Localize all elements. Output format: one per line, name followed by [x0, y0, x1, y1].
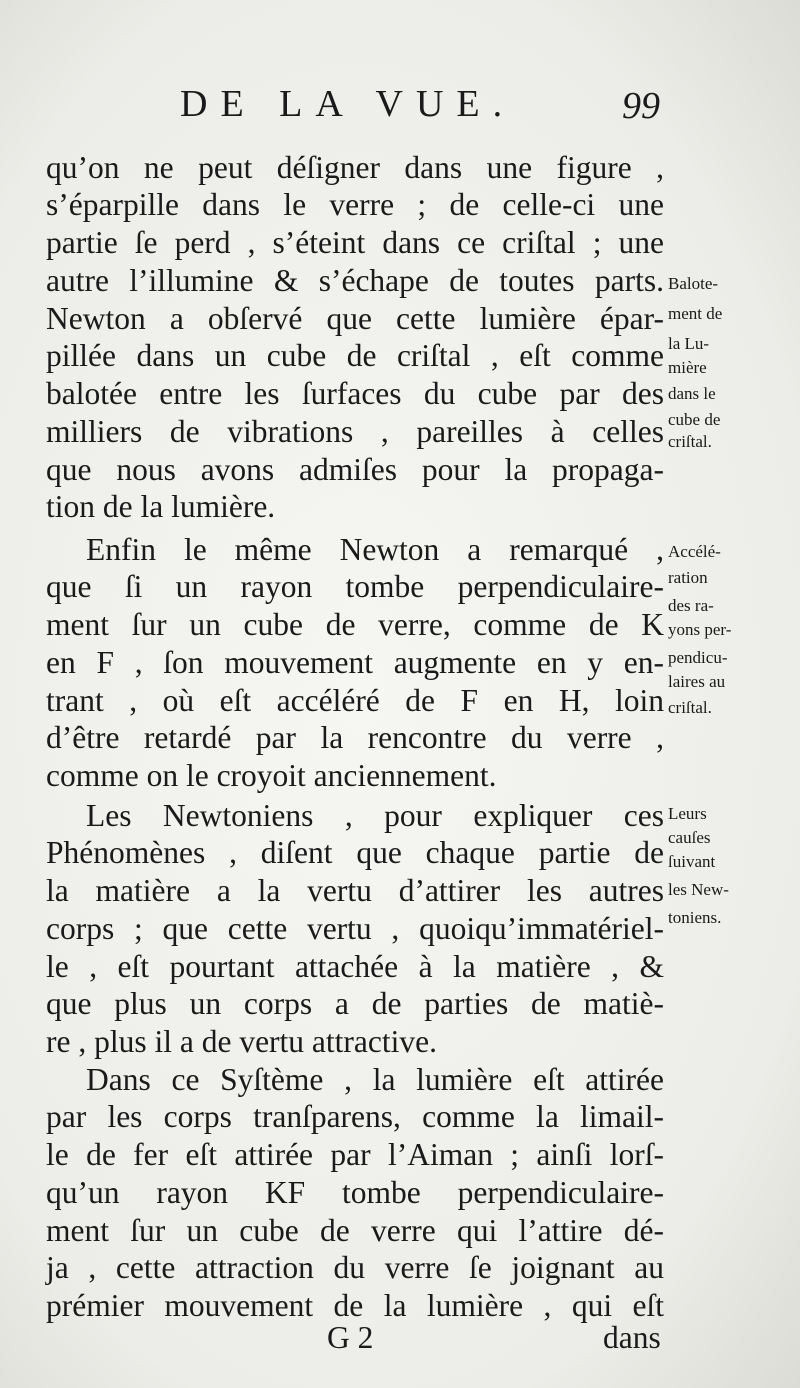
margin-note-line: yons per-	[668, 620, 732, 639]
page-footer	[0, 1320, 800, 1360]
margin-note-line: Balote-	[668, 274, 719, 293]
margin-note-line: ration	[668, 568, 708, 587]
body-line: Newton a obſervé que cette lumière épar-	[46, 301, 664, 336]
page-number: 99	[622, 85, 660, 127]
body-line: par les corps tranſparens, comme la limail-	[46, 1099, 664, 1134]
body-line: Dans ce Syſtème , la lumière eſt attirée	[86, 1062, 664, 1097]
body-line: la matière a la vertu d’attirer les autres	[46, 873, 664, 908]
body-line: Enfin le même Newton a remarqué ,	[86, 532, 664, 567]
margin-note-line: ment de	[668, 304, 723, 323]
margin-note-line: cauſes	[668, 828, 711, 847]
body-line: partie ſe perd , s’éteint dans ce criſtal ; une	[46, 225, 664, 260]
body-line: qu’un rayon KF tombe perpendiculaire-	[46, 1175, 664, 1210]
body-line: Phénomènes , diſent que chaque partie de	[46, 835, 664, 870]
margin-note-line: ſuivant	[668, 852, 716, 871]
body-line: que plus un corps a de parties de matiè-	[46, 986, 664, 1021]
body-line: ment ſur un cube de verre, comme de K	[46, 607, 664, 642]
body-line: que nous avons admiſes pour la propaga-	[46, 452, 664, 487]
margin-note-line: mière	[668, 358, 707, 377]
body-line: tion de la lumière.	[46, 489, 276, 524]
body-line: d’être retardé par la rencontre du verre ,	[46, 720, 664, 755]
body-line: comme on le croyoit anciennement.	[46, 758, 497, 793]
margin-note-line: les New-	[668, 880, 729, 899]
body-line: balotée entre les ſurfaces du cube par des	[46, 376, 664, 411]
margin-note-line: Accélé-	[668, 542, 721, 561]
body-line: pillée dans un cube de criſtal , eſt comme	[46, 338, 664, 373]
margin-note-line: dans le	[668, 384, 716, 403]
margin-note-line: criſtal.	[668, 432, 712, 451]
body-line: en F , ſon mouvement augmente en y en-	[46, 645, 664, 680]
body-line: milliers de vibrations , pareilles à celles	[46, 414, 664, 449]
body-line: le , eſt pourtant attachée à la matière , &	[46, 949, 664, 984]
margin-note-line: toniens.	[668, 908, 722, 927]
margin-note-line: la Lu-	[668, 334, 710, 353]
margin-note-line: pendicu-	[668, 648, 728, 667]
signature-mark: G 2	[327, 1320, 374, 1355]
body-line: Les Newtoniens , pour expliquer ces	[86, 798, 664, 833]
body-line: le de fer eſt attirée par l’Aiman ; ainſi lorſ-	[46, 1137, 664, 1172]
body-line: qu’on ne peut déſigner dans une figure ,	[46, 150, 664, 185]
margin-note-line: laires au	[668, 672, 726, 691]
margin-note-line: Leurs	[668, 804, 707, 823]
body-line: ment ſur un cube de verre qui l’attire dé-	[46, 1213, 664, 1248]
body-line: autre l’illumine & s’échape de toutes parts.	[46, 263, 664, 298]
body-line: que ſi un rayon tombe perpendiculaire-	[46, 569, 664, 604]
body-line: corps ; que cette vertu , quoiqu’immatériel-	[46, 911, 664, 946]
margin-note-line: cube de	[668, 410, 721, 429]
margin-note-line: criſtal.	[668, 698, 712, 717]
body-line: trant , où eſt accéléré de F en H, loin	[46, 683, 664, 718]
margin-note-line: des ra-	[668, 596, 714, 615]
body-line: s’éparpille dans le verre ; de celle-ci une	[46, 187, 664, 222]
catchword: dans	[603, 1320, 661, 1355]
body-line: re , plus il a de vertu attractive.	[46, 1024, 437, 1059]
running-title: DE LA VUE.	[180, 83, 516, 125]
body-line: prémier mouvement de la lumière , qui eſt	[46, 1288, 664, 1323]
body-line: ja , cette attraction du verre ſe joignant au	[46, 1250, 664, 1285]
